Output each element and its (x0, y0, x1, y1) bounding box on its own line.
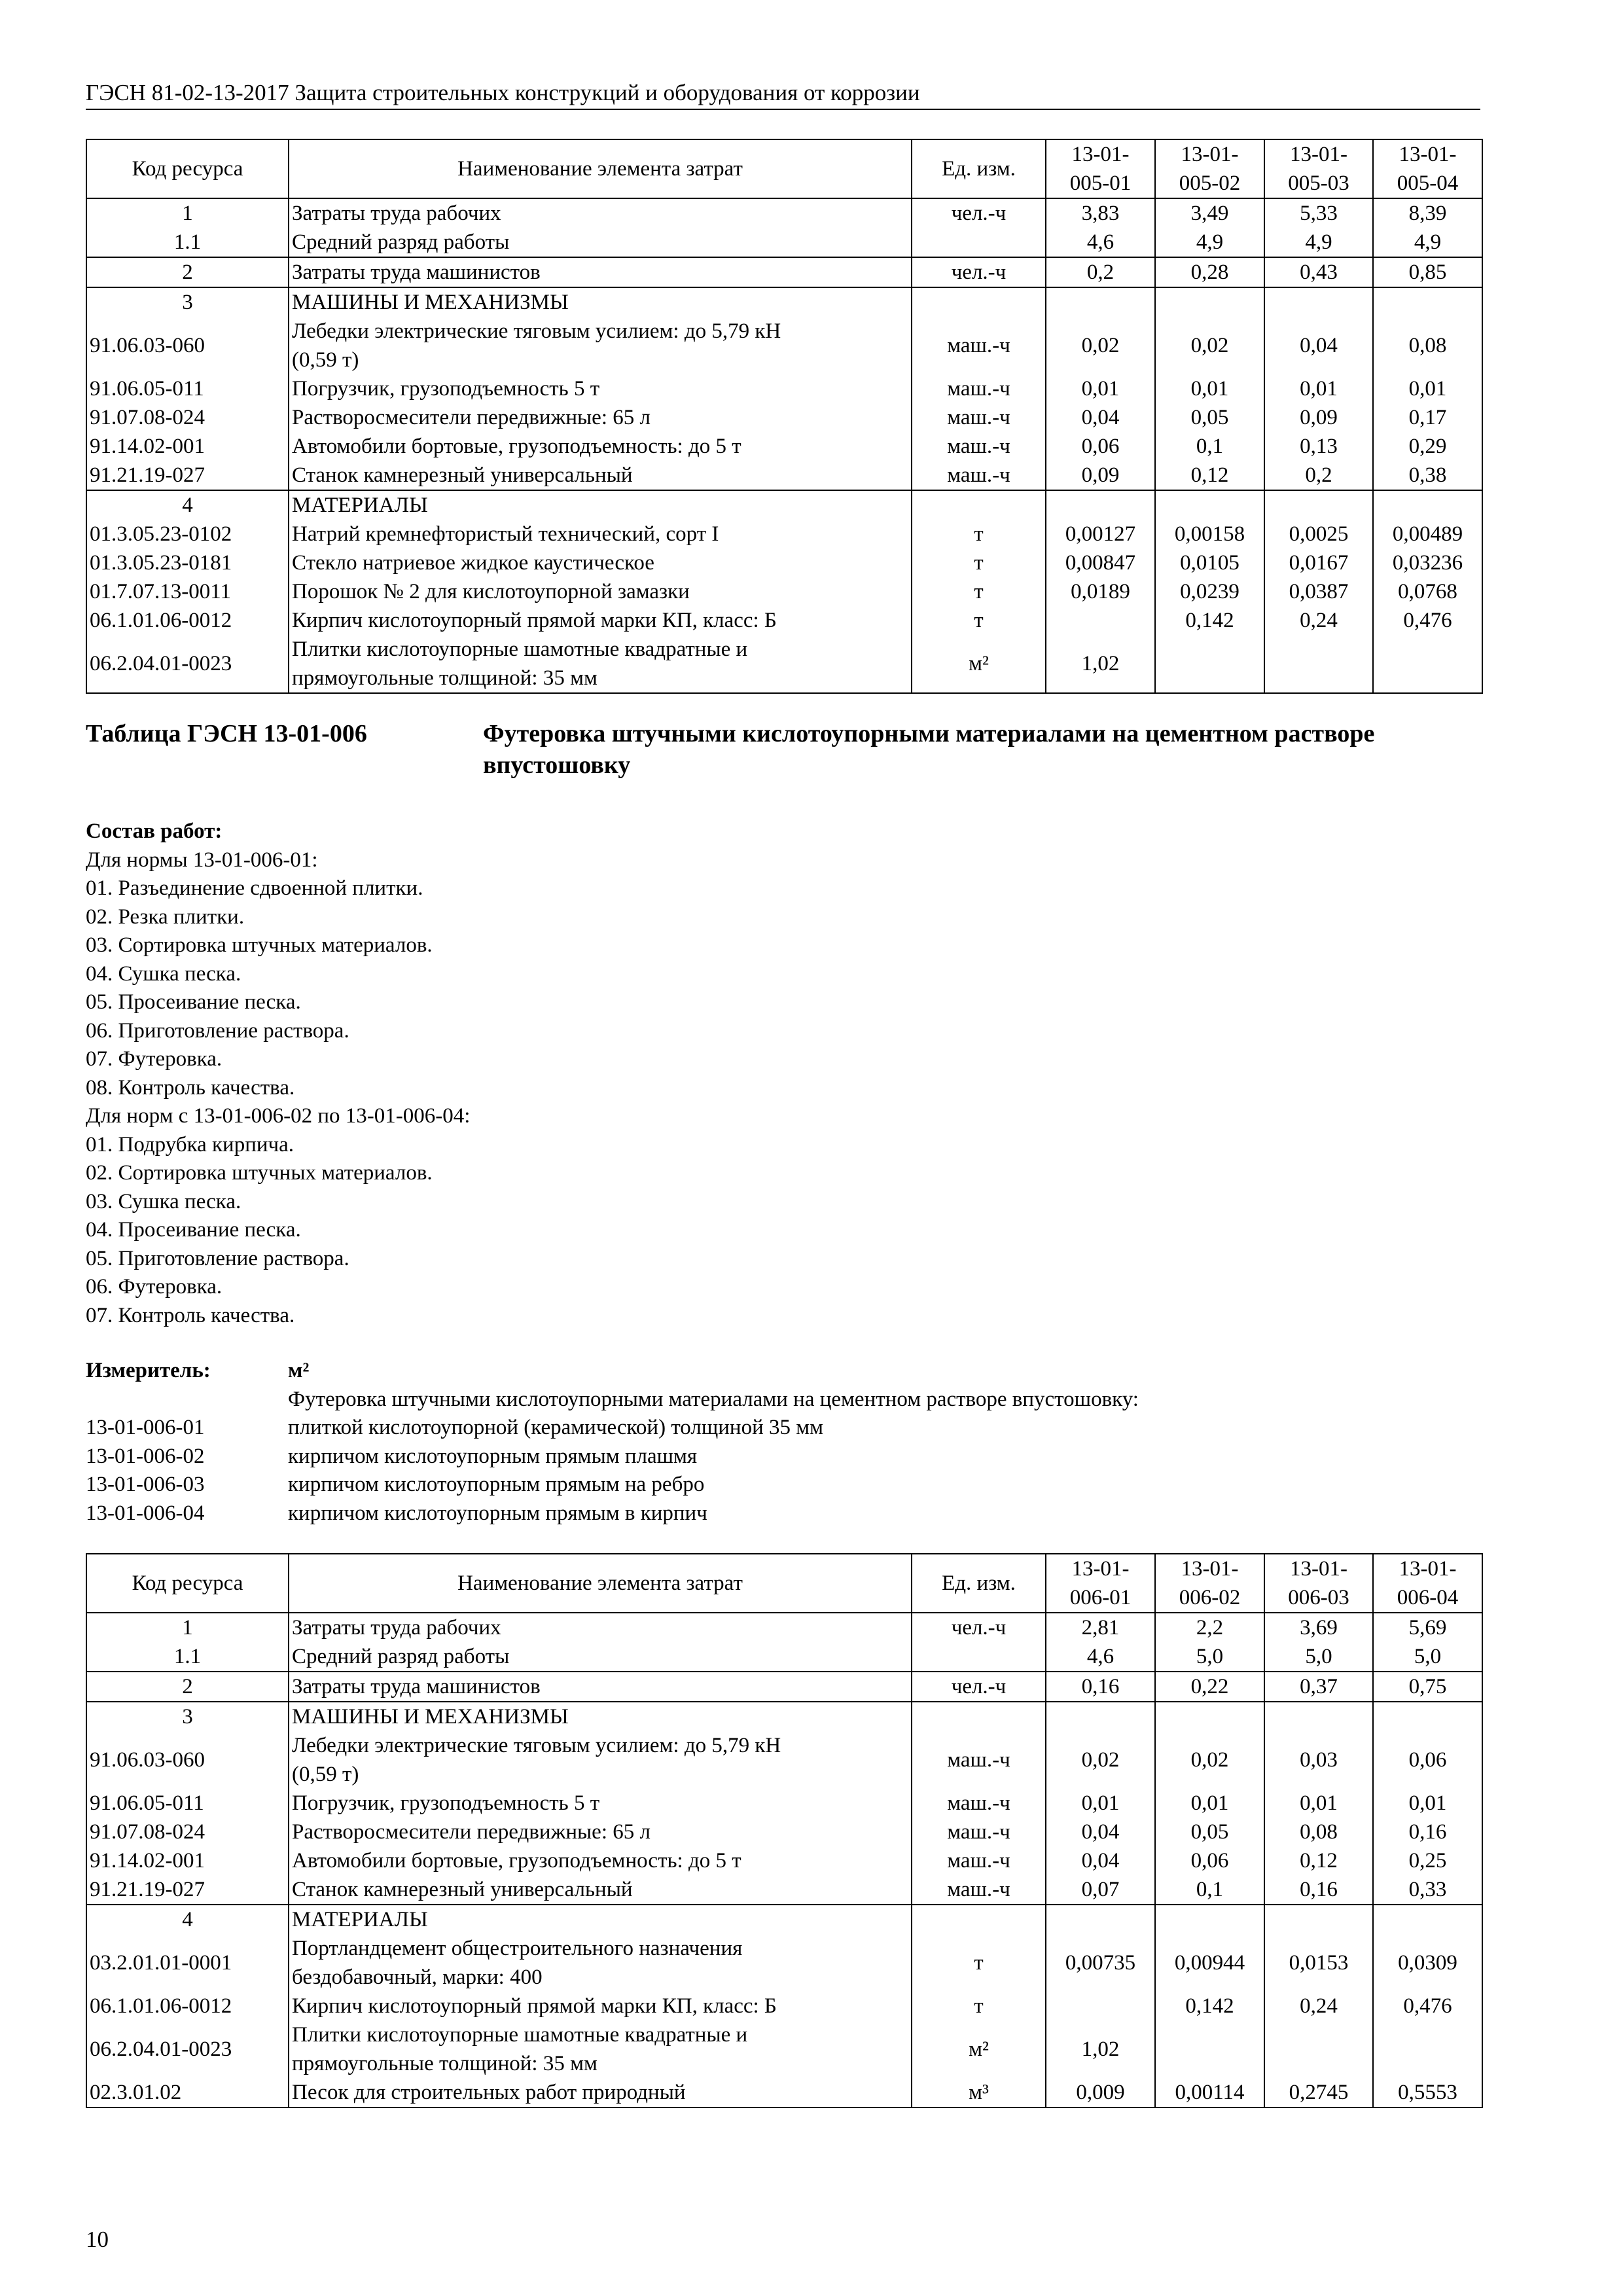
norm-value: 5,0 (1373, 1642, 1482, 1672)
measure-item (86, 1499, 1480, 1528)
norm-value: 0,16 (1373, 1818, 1482, 1846)
norm-value: 0,00489 (1373, 520, 1482, 548)
measure-intro: Футеровка штучными кислотоупорными материалами на цементном растворе впустошовку: (288, 1387, 1139, 1411)
norm-value: 0,01 (1155, 374, 1264, 403)
norm-value: 5,69 (1373, 1613, 1482, 1642)
work-step: 08. Контроль качества. (86, 1075, 295, 1100)
resource-code: 91.07.08-024 (86, 1818, 289, 1846)
norm-value: 0,01 (1046, 1789, 1155, 1818)
norm-description: плиткой кислотоупорной (керамической) толщиной 35 мм (288, 1416, 823, 1439)
norm-value: 0,08 (1264, 1818, 1373, 1846)
resource-name: Растворосмесители передвижные: 65 л (289, 1818, 912, 1846)
norm-value: 0,00158 (1155, 520, 1264, 548)
table-row (86, 287, 1482, 317)
table-row (86, 403, 1482, 432)
norm-value: 0,09 (1046, 461, 1155, 490)
resource-code: 3 (86, 1702, 289, 1731)
resource-code: 1 (86, 198, 289, 228)
norm-value: 0,02 (1155, 1731, 1264, 1789)
resource-name: Автомобили бортовые, грузоподъемность: до 5 т (289, 1846, 912, 1875)
norm-value (1373, 1905, 1482, 1934)
table-row (86, 490, 1482, 520)
table-row (86, 374, 1482, 403)
resource-name: Растворосмесители передвижные: 65 л (289, 403, 912, 432)
unit: маш.-ч (912, 317, 1046, 374)
norm-value: 0,0768 (1373, 577, 1482, 606)
resource-table-13-01-005 (86, 139, 1483, 694)
norm-value: 1,02 (1046, 635, 1155, 693)
table-row (86, 1642, 1482, 1672)
norm-value: 0,476 (1373, 1992, 1482, 2020)
norm-value: 0,00127 (1046, 520, 1155, 548)
resource-name: Портландцемент общестроительного назначения бездобавочный, марки: 400 (289, 1934, 912, 1992)
norm-value: 0,04 (1264, 317, 1373, 374)
norm-value: 0,16 (1264, 1875, 1373, 1905)
unit (912, 1702, 1046, 1731)
resource-code: 02.3.01.02 (86, 2078, 289, 2108)
table-row (86, 1818, 1482, 1846)
norm-value: 5,0 (1155, 1642, 1264, 1672)
norm-value: 0,43 (1264, 257, 1373, 287)
column-header: 13-01- 005-02 (1155, 139, 1264, 198)
resource-code: 01.3.05.23-0102 (86, 520, 289, 548)
unit: т (912, 577, 1046, 606)
norm-value: 0,24 (1264, 1992, 1373, 2020)
resource-code: 91.06.03-060 (86, 317, 289, 374)
unit (912, 490, 1046, 520)
column-header: 13-01- 005-01 (1046, 139, 1155, 198)
unit: чел.-ч (912, 257, 1046, 287)
norm-value: 0,01 (1373, 1789, 1482, 1818)
resource-name: Натрий кремнефтористый технический, сорт I (289, 520, 912, 548)
table-row (86, 1934, 1482, 1992)
norm-value: 0,0189 (1046, 577, 1155, 606)
table-row (86, 198, 1482, 228)
unit: маш.-ч (912, 374, 1046, 403)
resource-name: Затраты труда машинистов (289, 257, 912, 287)
norm-value: 1,02 (1046, 2020, 1155, 2078)
resource-code: 06.1.01.06-0012 (86, 606, 289, 635)
norm-description: кирпичом кислотоупорным прямым на ребро (288, 1473, 705, 1496)
norm-value: 0,142 (1155, 606, 1264, 635)
norm-value: 4,9 (1264, 228, 1373, 257)
norm-value (1046, 287, 1155, 317)
norm-value (1046, 1992, 1155, 2020)
work-step: 01. Подрубка кирпича. (86, 1132, 294, 1157)
norm-value: 0,1 (1155, 432, 1264, 461)
norm-value: 4,9 (1373, 228, 1482, 257)
norm-value: 0,04 (1046, 1846, 1155, 1875)
norm-value: 0,00735 (1046, 1934, 1155, 1992)
table-row (86, 548, 1482, 577)
unit: маш.-ч (912, 432, 1046, 461)
work-composition-heading: Состав работ: (86, 819, 223, 843)
norm-value: 0,02 (1046, 1731, 1155, 1789)
norm-value: 0,0239 (1155, 577, 1264, 606)
norm-value: 4,6 (1046, 228, 1155, 257)
resource-name: Затраты труда рабочих (289, 198, 912, 228)
norm-value: 0,12 (1155, 461, 1264, 490)
work-composition (86, 817, 470, 1329)
work-step: 04. Сушка песка. (86, 961, 241, 986)
norm-value (1264, 1702, 1373, 1731)
work-step: 01. Разъединение сдвоенной плитки. (86, 876, 423, 900)
table-row (86, 1672, 1482, 1702)
table-title: Футеровка штучными кислотоупорными материалами на цементном растворе впустошовку (483, 720, 1375, 779)
measure-item (86, 1470, 1480, 1499)
work-step: 03. Сортировка штучных материалов. (86, 933, 433, 957)
resource-code: 91.21.19-027 (86, 461, 289, 490)
resource-code: 3 (86, 287, 289, 317)
unit (912, 1642, 1046, 1672)
norm-value: 5,33 (1264, 198, 1373, 228)
norm-value: 0,33 (1373, 1875, 1482, 1905)
resource-code: 91.07.08-024 (86, 403, 289, 432)
norm-code: 13-01-006-04 (86, 1501, 205, 1525)
norm-value: 0,37 (1264, 1672, 1373, 1702)
table-row (86, 1613, 1482, 1642)
unit: т (912, 1934, 1046, 1992)
resource-name: Средний разряд работы (289, 1642, 912, 1672)
norm-value: 0,0153 (1264, 1934, 1373, 1992)
measure-item (86, 1413, 1480, 1442)
table-row (86, 2020, 1482, 2078)
resource-name: Плитки кислотоупорные шамотные квадратные и прямоугольные толщиной: 35 мм (289, 2020, 912, 2078)
work-step: 02. Резка плитки. (86, 905, 245, 929)
unit: маш.-ч (912, 1731, 1046, 1789)
resource-code: 1 (86, 1613, 289, 1642)
table-row (86, 635, 1482, 693)
header-row (86, 1554, 1482, 1613)
measure-block (86, 1356, 1480, 1527)
norm-code: 13-01-006-02 (86, 1444, 205, 1468)
row-group (86, 490, 1482, 693)
norm-value (1155, 1702, 1264, 1731)
norm-value: 0,09 (1264, 403, 1373, 432)
resource-name: Кирпич кислотоупорный прямой марки КП, класс: Б (289, 606, 912, 635)
table-label: Таблица ГЭСН 13-01-006 (86, 720, 367, 747)
header-row (86, 139, 1482, 198)
norm-value: 0,0105 (1155, 548, 1264, 577)
norm-value: 0,22 (1155, 1672, 1264, 1702)
work-step: 07. Контроль качества. (86, 1303, 295, 1327)
norm-value (1264, 287, 1373, 317)
resource-table-13-01-006 (86, 1553, 1483, 2108)
resource-name: Лебедки электрические тяговым усилием: до 5,79 кН (0,59 т) (289, 1731, 912, 1789)
norm-value: 0,08 (1373, 317, 1482, 374)
norm-value (1046, 490, 1155, 520)
column-header: Наименование элемента затрат (289, 139, 912, 198)
table-row (86, 461, 1482, 490)
resource-code: 91.06.03-060 (86, 1731, 289, 1789)
norm-value (1155, 287, 1264, 317)
norm-value (1155, 490, 1264, 520)
unit (912, 1905, 1046, 1934)
resource-name: МАТЕРИАЛЫ (289, 490, 912, 520)
resource-code: 06.2.04.01-0023 (86, 2020, 289, 2078)
norm-value (1046, 606, 1155, 635)
table-row (86, 228, 1482, 257)
column-header: Код ресурса (86, 139, 289, 198)
resource-code: 01.3.05.23-0181 (86, 548, 289, 577)
row-group (86, 1905, 1482, 2108)
norm-value: 0,01 (1155, 1789, 1264, 1818)
unit: чел.-ч (912, 198, 1046, 228)
norm-value: 0,5553 (1373, 2078, 1482, 2108)
work-step: Для норм с 13-01-006-02 по 13-01-006-04: (86, 1104, 471, 1128)
norm-value: 0,05 (1155, 403, 1264, 432)
norm-value (1373, 490, 1482, 520)
resource-code: 03.2.01.01-0001 (86, 1934, 289, 1992)
work-step: 04. Просеивание песка. (86, 1218, 301, 1242)
column-header: Код ресурса (86, 1554, 289, 1613)
norm-value: 0,06 (1155, 1846, 1264, 1875)
work-step: 03. Сушка песка. (86, 1189, 241, 1213)
resource-code: 2 (86, 1672, 289, 1702)
norm-value: 4,9 (1155, 228, 1264, 257)
unit: маш.-ч (912, 1875, 1046, 1905)
resource-code: 91.21.19-027 (86, 1875, 289, 1905)
resource-code: 91.06.05-011 (86, 374, 289, 403)
norm-value (1373, 2020, 1482, 2078)
unit: чел.-ч (912, 1613, 1046, 1642)
work-step: 06. Футеровка. (86, 1275, 223, 1299)
norm-value: 0,142 (1155, 1992, 1264, 2020)
norm-description: кирпичом кислотоупорным прямым в кирпич (288, 1501, 707, 1525)
norm-value: 0,16 (1046, 1672, 1155, 1702)
resource-name: МАШИНЫ И МЕХАНИЗМЫ (289, 1702, 912, 1731)
norm-value: 4,6 (1046, 1642, 1155, 1672)
resource-name: Станок камнерезный универсальный (289, 461, 912, 490)
resource-name: Затраты труда рабочих (289, 1613, 912, 1642)
resource-code: 01.7.07.13-0011 (86, 577, 289, 606)
work-step: 06. Приготовление раствора. (86, 1018, 349, 1043)
table-row (86, 1875, 1482, 1905)
resource-code: 91.14.02-001 (86, 1846, 289, 1875)
norm-value: 0,00944 (1155, 1934, 1264, 1992)
resource-name: Лебедки электрические тяговым усилием: до 5,79 кН (0,59 т) (289, 317, 912, 374)
unit: маш.-ч (912, 1818, 1046, 1846)
norm-value: 0,06 (1046, 432, 1155, 461)
norm-value: 0,02 (1155, 317, 1264, 374)
resource-code: 06.2.04.01-0023 (86, 635, 289, 693)
unit: т (912, 1992, 1046, 2020)
column-header: 13-01- 006-03 (1264, 1554, 1373, 1613)
measure-label: Измеритель: (86, 1359, 211, 1382)
norm-value: 0,28 (1155, 257, 1264, 287)
resource-name: Порошок № 2 для кислотоупорной замазки (289, 577, 912, 606)
norm-value: 0,00847 (1046, 548, 1155, 577)
norm-value: 0,01 (1046, 374, 1155, 403)
norm-value: 0,24 (1264, 606, 1373, 635)
unit: чел.-ч (912, 1672, 1046, 1702)
resource-name: Песок для строительных работ природный (289, 2078, 912, 2108)
resource-name: Станок камнерезный универсальный (289, 1875, 912, 1905)
norm-value: 0,00114 (1155, 2078, 1264, 2108)
resource-name: Погрузчик, грузоподъемность 5 т (289, 1789, 912, 1818)
resource-name: Кирпич кислотоупорный прямой марки КП, класс: Б (289, 1992, 912, 2020)
unit: т (912, 520, 1046, 548)
unit: маш.-ч (912, 1846, 1046, 1875)
work-step: 02. Сортировка штучных материалов. (86, 1161, 433, 1185)
column-header: Ед. изм. (912, 139, 1046, 198)
norm-value: 0,05 (1155, 1818, 1264, 1846)
table-row (86, 577, 1482, 606)
resource-name: МАТЕРИАЛЫ (289, 1905, 912, 1934)
unit: м² (912, 2020, 1046, 2078)
unit: т (912, 548, 1046, 577)
norm-value: 3,49 (1155, 198, 1264, 228)
norm-value: 0,02 (1046, 317, 1155, 374)
resource-code: 91.14.02-001 (86, 432, 289, 461)
norm-value (1373, 635, 1482, 693)
column-header: 13-01- 005-03 (1264, 139, 1373, 198)
norm-value: 0,2 (1046, 257, 1155, 287)
norm-value (1264, 635, 1373, 693)
work-step: 05. Просеивание песка. (86, 990, 301, 1014)
row-group (86, 287, 1482, 490)
row-group (86, 1672, 1482, 1702)
column-header: 13-01- 005-04 (1373, 139, 1482, 198)
norm-value: 0,25 (1373, 1846, 1482, 1875)
row-group (86, 257, 1482, 287)
unit: маш.-ч (912, 1789, 1046, 1818)
row-group (86, 198, 1482, 257)
table-row (86, 1789, 1482, 1818)
table-row (86, 2078, 1482, 2108)
table-row (86, 1846, 1482, 1875)
norm-value: 3,83 (1046, 198, 1155, 228)
unit: маш.-ч (912, 403, 1046, 432)
norm-value: 0,0387 (1264, 577, 1373, 606)
table-row (86, 606, 1482, 635)
resource-name: Стекло натриевое жидкое каустическое (289, 548, 912, 577)
norm-value: 2,2 (1155, 1613, 1264, 1642)
norm-description: кирпичом кислотоупорным прямым плашмя (288, 1444, 698, 1468)
measure-unit: м² (288, 1359, 310, 1382)
norm-value (1264, 1905, 1373, 1934)
column-header: 13-01- 006-02 (1155, 1554, 1264, 1613)
norm-value: 0,04 (1046, 403, 1155, 432)
resource-code: 1.1 (86, 228, 289, 257)
norm-value (1046, 1702, 1155, 1731)
norm-value: 0,06 (1373, 1731, 1482, 1789)
column-header: Ед. изм. (912, 1554, 1046, 1613)
resource-name: Средний разряд работы (289, 228, 912, 257)
column-header: Наименование элемента затрат (289, 1554, 912, 1613)
norm-value: 0,01 (1264, 374, 1373, 403)
unit: маш.-ч (912, 461, 1046, 490)
norm-value: 0,2 (1264, 461, 1373, 490)
norm-value: 0,01 (1373, 374, 1482, 403)
norm-value: 0,0167 (1264, 548, 1373, 577)
norm-value (1264, 490, 1373, 520)
unit (912, 287, 1046, 317)
norm-value: 0,38 (1373, 461, 1482, 490)
norm-value: 0,75 (1373, 1672, 1482, 1702)
norm-value: 0,17 (1373, 403, 1482, 432)
norm-value: 0,0309 (1373, 1934, 1482, 1992)
norm-value: 0,476 (1373, 606, 1482, 635)
work-step: Для нормы 13-01-006-01: (86, 848, 318, 872)
norm-value: 0,03 (1264, 1731, 1373, 1789)
norm-code: 13-01-006-01 (86, 1416, 205, 1439)
resource-code: 06.1.01.06-0012 (86, 1992, 289, 2020)
table-row (86, 520, 1482, 548)
norm-value (1155, 1905, 1264, 1934)
norm-value: 0,2745 (1264, 2078, 1373, 2108)
running-header: ГЭСН 81-02-13-2017 Защита строительных конструкций и оборудования от коррозии (86, 79, 1480, 110)
norm-value (1155, 635, 1264, 693)
norm-value: 2,81 (1046, 1613, 1155, 1642)
resource-name: Плитки кислотоупорные шамотные квадратные и прямоугольные толщиной: 35 мм (289, 635, 912, 693)
resource-code: 4 (86, 490, 289, 520)
table-row (86, 1905, 1482, 1934)
row-group (86, 1613, 1482, 1672)
resource-code: 91.06.05-011 (86, 1789, 289, 1818)
work-step: 05. Приготовление раствора. (86, 1246, 349, 1270)
norm-value (1373, 1702, 1482, 1731)
norm-value: 3,69 (1264, 1613, 1373, 1642)
norm-code: 13-01-006-03 (86, 1473, 205, 1496)
norm-value (1046, 1905, 1155, 1934)
work-step: 07. Футеровка. (86, 1047, 223, 1071)
column-header: 13-01- 006-01 (1046, 1554, 1155, 1613)
norm-value: 0,12 (1264, 1846, 1373, 1875)
norm-value (1264, 2020, 1373, 2078)
unit: т (912, 606, 1046, 635)
resource-code: 2 (86, 257, 289, 287)
norm-value: 0,85 (1373, 257, 1482, 287)
norm-value (1155, 2020, 1264, 2078)
unit: м³ (912, 2078, 1046, 2108)
norm-value: 0,1 (1155, 1875, 1264, 1905)
resource-name: Погрузчик, грузоподъемность 5 т (289, 374, 912, 403)
table-row (86, 317, 1482, 374)
table-row (86, 1731, 1482, 1789)
unit (912, 228, 1046, 257)
resource-name: Автомобили бортовые, грузоподъемность: до 5 т (289, 432, 912, 461)
table-row (86, 1992, 1482, 2020)
row-group (86, 1702, 1482, 1905)
norm-value: 0,07 (1046, 1875, 1155, 1905)
norm-value: 0,29 (1373, 432, 1482, 461)
norm-value: 5,0 (1264, 1642, 1373, 1672)
unit: м² (912, 635, 1046, 693)
resource-name: Затраты труда машинистов (289, 1672, 912, 1702)
norm-value: 0,03236 (1373, 548, 1482, 577)
measure-item (86, 1442, 1480, 1471)
norm-value: 0,04 (1046, 1818, 1155, 1846)
table-row (86, 1702, 1482, 1731)
norm-value: 0,13 (1264, 432, 1373, 461)
table-row (86, 257, 1482, 287)
norm-value (1373, 287, 1482, 317)
page-number: 10 (86, 2227, 109, 2252)
table-row (86, 432, 1482, 461)
resource-code: 4 (86, 1905, 289, 1934)
column-header: 13-01- 006-04 (1373, 1554, 1482, 1613)
norm-value: 0,01 (1264, 1789, 1373, 1818)
norm-value: 0,0025 (1264, 520, 1373, 548)
norm-value: 0,009 (1046, 2078, 1155, 2108)
resource-name: МАШИНЫ И МЕХАНИЗМЫ (289, 287, 912, 317)
norm-value: 8,39 (1373, 198, 1482, 228)
resource-code: 1.1 (86, 1642, 289, 1672)
